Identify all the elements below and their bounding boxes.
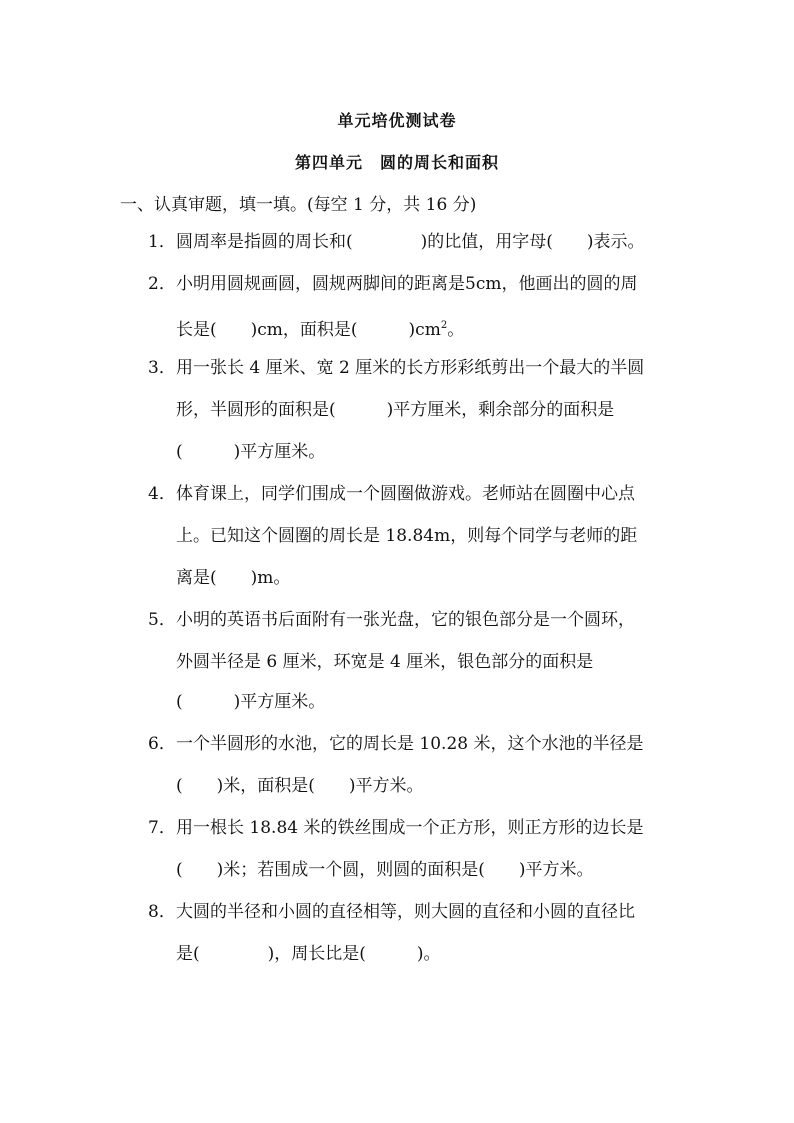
question-4-text-1: 体育课上，同学们围成一个圆圈做游戏。老师站在圆圈中心点: [176, 484, 635, 504]
question-2-number: 2．: [148, 274, 176, 294]
worksheet-title: 单元培优测试卷: [337, 111, 457, 130]
question-7-text-2: ( )米；若围成一个圆，则圆的面积是( )平方米。: [176, 860, 594, 880]
question-5-text-2: 外圆半径是 6 厘米，环宽是 4 厘米，银色部分的面积是: [176, 652, 594, 672]
question-8-line-1: [148, 900, 635, 924]
question-7-line-1: [148, 816, 643, 840]
question-7-line-2: [176, 858, 594, 882]
question-4-text-2: 上。已知这个圆圈的周长是 18.84m，则每个同学与老师的距: [176, 526, 638, 546]
question-4-line-3: [176, 566, 290, 590]
question-6-text-2: ( )米，面积是( )平方米。: [176, 776, 424, 796]
question-4-text-3: 离是( )m。: [176, 568, 291, 588]
question-3-number: 3．: [148, 358, 176, 378]
question-2-text-2: 长是( )cm，面积是( )cm: [176, 320, 441, 340]
question-6-number: 6．: [148, 734, 176, 754]
question-7-text-1: 用一根长 18.84 米的铁丝围成一个正方形，则正方形的边长是: [176, 818, 644, 838]
question-3-text-1: 用一张长 4 厘米、宽 2 厘米的长方形彩纸剪出一个最大的半圆: [176, 358, 645, 378]
question-3-line-3: [176, 440, 325, 464]
question-3-line-1: [148, 356, 644, 380]
question-5-number: 5．: [148, 610, 176, 630]
question-2-line-2: [176, 314, 464, 342]
question-6-line-2: [176, 774, 424, 798]
question-2-line-1: [148, 272, 637, 296]
question-4-number: 4．: [148, 484, 176, 504]
question-1-number: 1．: [148, 232, 176, 252]
question-1-text: 圆周率是指圆的周长和( )的比值，用字母( )表示。: [176, 232, 645, 252]
question-5-line-2: [176, 650, 593, 674]
question-4-line-2: [176, 524, 637, 548]
question-2-superscript: 2: [440, 320, 448, 331]
question-8-text-2: 是( )，周长比是( )。: [176, 944, 441, 964]
question-3-text-3: ( )平方厘米。: [176, 442, 326, 462]
question-7-number: 7．: [148, 818, 176, 838]
question-4-line-1: [148, 482, 635, 506]
question-2-text-1: 小明用圆规画圆，圆规两脚间的距离是5cm，他画出的圆的周: [176, 274, 638, 294]
question-5-line-1: [148, 608, 635, 632]
question-5-line-3: [176, 690, 325, 714]
unit-subtitle: 第四单元 圆的周长和面积: [294, 153, 499, 172]
question-3-text-2: 形，半圆形的面积是( )平方厘米，剩余部分的面积是: [176, 400, 615, 420]
section-heading: 一、认真审题，填一填。(每空 1 分，共 16 分): [120, 195, 477, 215]
question-8-text-1: 大圆的半径和小圆的直径相等，则大圆的直径和小圆的直径比: [176, 902, 635, 922]
question-1-line-1: [148, 230, 645, 254]
question-8-line-2: [176, 942, 441, 966]
question-3-line-2: [176, 398, 614, 422]
question-6-text-1: 一个半圆形的水池，它的周长是 10.28 米，这个水池的半径是: [176, 734, 644, 754]
question-5-text-1: 小明的英语书后面附有一张光盘，它的银色部分是一个圆环，: [176, 610, 635, 630]
question-2-text-3: 。: [447, 320, 465, 340]
question-6-line-1: [148, 732, 643, 756]
question-5-text-3: ( )平方厘米。: [176, 692, 326, 712]
question-8-number: 8．: [148, 902, 176, 922]
